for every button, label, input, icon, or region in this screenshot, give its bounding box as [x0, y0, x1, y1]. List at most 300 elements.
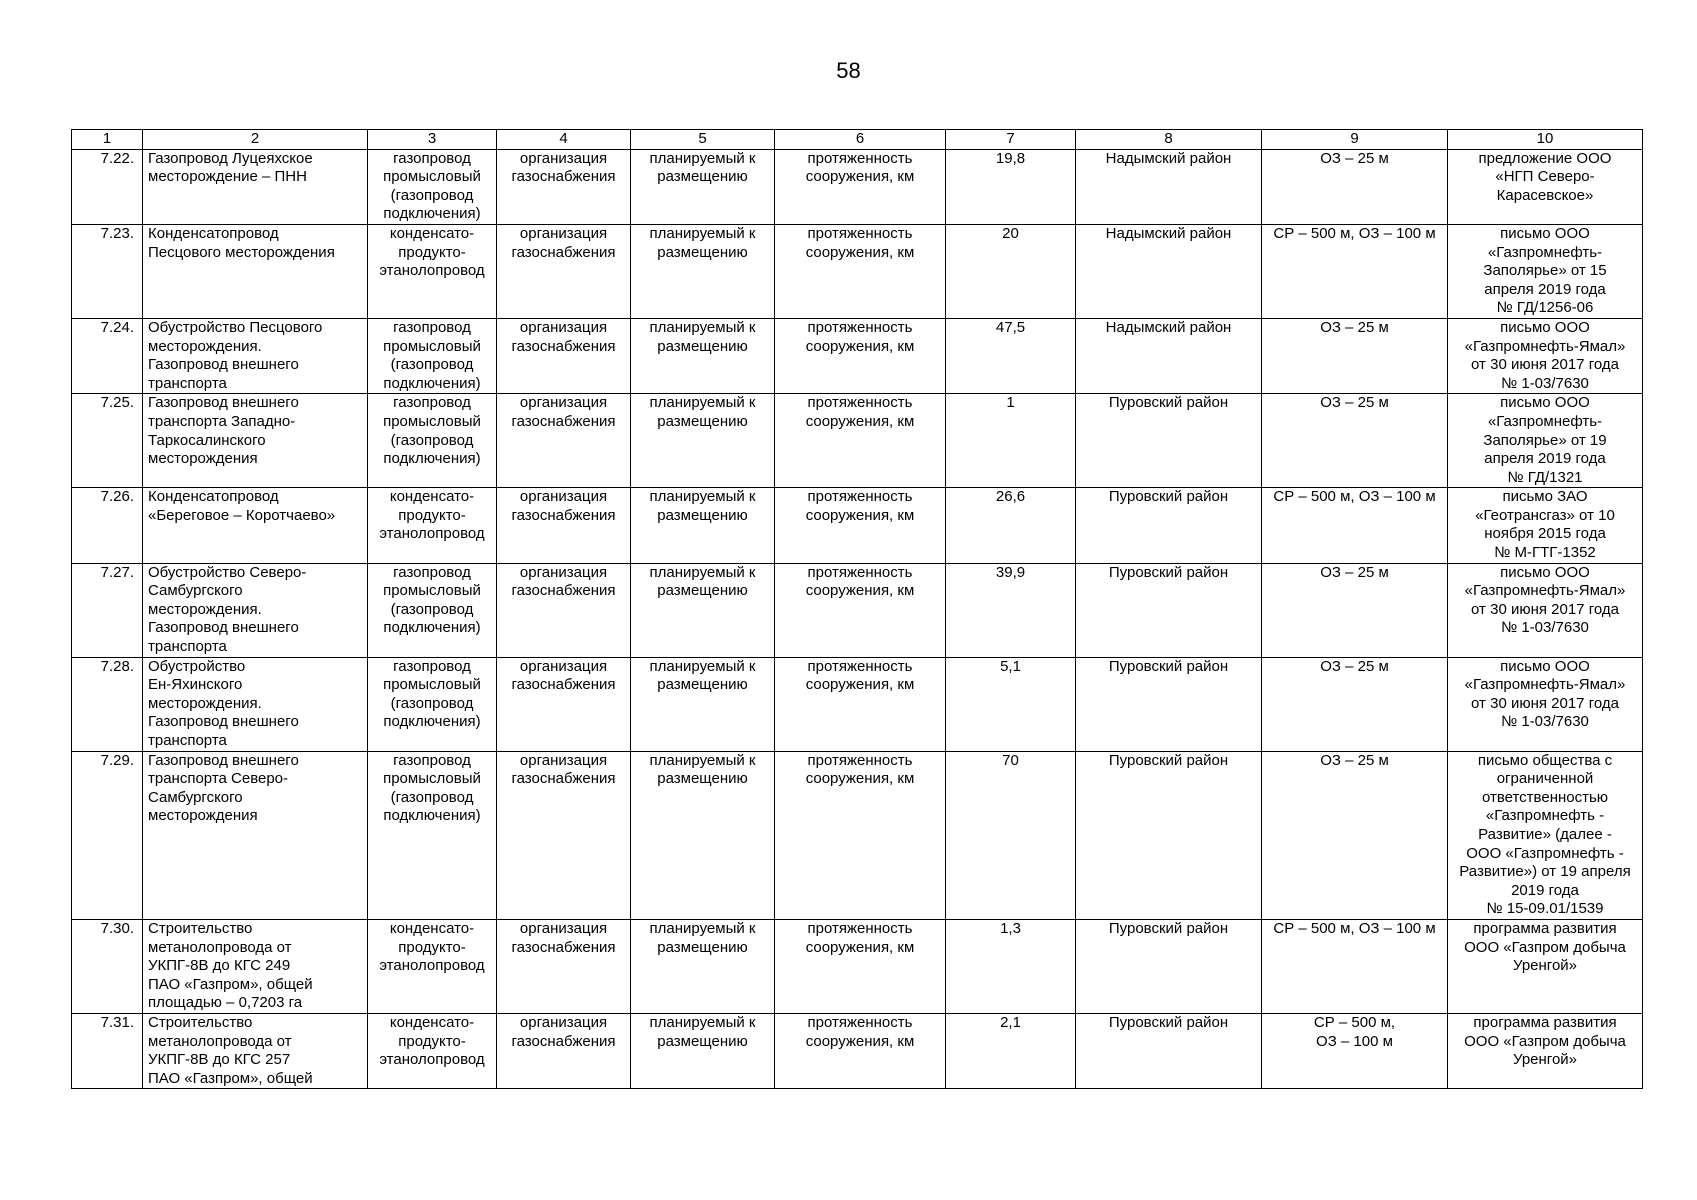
header-cell-4: 4	[497, 130, 631, 150]
cell-name	[143, 318, 368, 393]
cell-line: метанолопровода от	[148, 938, 292, 956]
header-cell-8: 8	[1076, 130, 1262, 150]
cell-line: месторождения.	[148, 600, 262, 618]
cell-type	[368, 657, 497, 751]
header-cell-3: 3	[368, 130, 497, 150]
cell-line: СР – 500 м, ОЗ – 100 м	[1273, 488, 1436, 506]
table-row	[72, 224, 1643, 318]
cell-line: Ен-Яхинского	[148, 676, 243, 694]
cell-param	[775, 394, 946, 488]
cell-line: Надымский район	[1105, 224, 1232, 242]
cell-line: организация	[519, 919, 608, 937]
cell-line: Газопровод Луцеяхское	[148, 149, 313, 167]
cell-line: этанолопровод	[379, 262, 485, 280]
cell-line: Развитие» (далее -	[1478, 825, 1612, 843]
cell-line: апреля 2019 года	[1484, 280, 1606, 298]
cell-district	[1076, 919, 1262, 1013]
cell-num: 7.25.	[72, 394, 143, 488]
cell-source	[1448, 919, 1643, 1013]
header-cell-9: 9	[1262, 130, 1448, 150]
cell-line: ноября 2015 года	[1484, 525, 1606, 543]
cell-num: 7.28.	[72, 657, 143, 751]
cell-purpose	[497, 751, 631, 919]
cell-line: газоснабжения	[511, 1032, 616, 1050]
cell-line: месторождения	[148, 450, 258, 468]
table-row	[72, 657, 1643, 751]
cell-line: месторождения	[148, 807, 258, 825]
cell-line: месторождения.	[148, 337, 262, 355]
cell-line: Пуровский район	[1108, 563, 1229, 581]
cell-line: газоснабжения	[511, 243, 616, 261]
cell-num: 7.24.	[72, 318, 143, 393]
cell-line: СР – 500 м, ОЗ – 100 м	[1273, 224, 1436, 242]
cell-num: 7.26.	[72, 488, 143, 563]
cell-purpose	[497, 563, 631, 657]
cell-line: «Береговое – Коротчаево»	[148, 506, 336, 524]
cell-purpose	[497, 919, 631, 1013]
cell-line: 47,5	[995, 318, 1026, 336]
cell-line: промысловый	[383, 168, 481, 186]
cell-source	[1448, 751, 1643, 919]
cell-type	[368, 224, 497, 318]
cell-line: Обустройство Северо-	[148, 563, 307, 581]
header-cell-6: 6	[775, 130, 946, 150]
cell-line: Пуровский район	[1108, 394, 1229, 412]
cell-line: организация	[519, 563, 608, 581]
cell-purpose	[497, 488, 631, 563]
cell-line: планируемый к	[649, 488, 756, 506]
cell-line: подключения)	[383, 450, 481, 468]
cell-line: газоснабжения	[511, 938, 616, 956]
cell-purpose	[497, 394, 631, 488]
cell-line: 70	[1002, 751, 1019, 769]
cell-district	[1076, 224, 1262, 318]
cell-line: «НГП Северо-	[1495, 168, 1595, 186]
cell-line: Заполярье» от 19	[1483, 431, 1607, 449]
cell-line: месторождения.	[148, 694, 262, 712]
cell-line: размещению	[657, 676, 748, 694]
cell-line: «Газпромнефть-Ямал»	[1464, 337, 1626, 355]
cell-line: сооружения, км	[805, 168, 915, 186]
cell-line: ОЗ – 25 м	[1320, 149, 1389, 167]
cell-line: Таркосалинского	[148, 431, 266, 449]
cell-value	[946, 919, 1076, 1013]
cell-line: сооружения, км	[805, 412, 915, 430]
cell-line: протяженность	[807, 224, 913, 242]
cell-line: Конденсатопровод	[148, 224, 279, 242]
cell-param	[775, 224, 946, 318]
cell-line: Газопровод внешнего	[148, 751, 299, 769]
cell-line: подключения)	[383, 619, 481, 637]
cell-line: ООО «Газпром добыча	[1464, 938, 1626, 956]
cell-name	[143, 149, 368, 224]
cell-line: протяженность	[807, 394, 913, 412]
objects-table	[71, 129, 1643, 1089]
cell-line: сооружения, км	[805, 582, 915, 600]
cell-line: СР – 500 м, ОЗ – 100 м	[1273, 919, 1436, 937]
cell-source	[1448, 318, 1643, 393]
cell-line: ОЗ – 25 м	[1320, 657, 1389, 675]
cell-line: от 30 июня 2017 года	[1471, 356, 1619, 374]
cell-zone	[1262, 149, 1448, 224]
cell-line: планируемый к	[649, 149, 756, 167]
cell-line: Пуровский район	[1108, 488, 1229, 506]
cell-line: конденсато-	[389, 919, 475, 937]
cell-line: письмо ЗАО	[1502, 488, 1588, 506]
header-cell-5: 5	[631, 130, 775, 150]
cell-line: (газопровод	[390, 186, 474, 204]
cell-line: организация	[519, 657, 608, 675]
cell-zone	[1262, 657, 1448, 751]
cell-line: этанолопровод	[379, 957, 485, 975]
cell-line: Строительство	[148, 919, 253, 937]
cell-status	[631, 149, 775, 224]
cell-line: «Газпромнефть-	[1487, 412, 1603, 430]
cell-line: № ГД/1321	[1507, 468, 1583, 486]
cell-line: письмо общества с	[1477, 751, 1613, 769]
cell-param	[775, 657, 946, 751]
cell-source	[1448, 657, 1643, 751]
cell-line: газоснабжения	[511, 770, 616, 788]
cell-param	[775, 751, 946, 919]
table-body	[72, 130, 1643, 1089]
cell-line: «Геотрансгаз» от 10	[1475, 506, 1615, 524]
cell-param	[775, 1013, 946, 1088]
cell-line: метанолопровода от	[148, 1032, 292, 1050]
cell-line: № 1-03/7630	[1501, 374, 1589, 392]
cell-line: СР – 500 м,	[1313, 1013, 1396, 1031]
cell-line: планируемый к	[649, 394, 756, 412]
cell-district	[1076, 394, 1262, 488]
cell-district	[1076, 751, 1262, 919]
cell-line: № 15-09.01/1539	[1486, 900, 1604, 918]
cell-line: Газопровод внешнего	[148, 713, 299, 731]
cell-line: 1,3	[1000, 919, 1021, 937]
cell-line: (газопровод	[390, 356, 474, 374]
cell-param	[775, 318, 946, 393]
cell-value	[946, 1013, 1076, 1088]
cell-line: промысловый	[383, 337, 481, 355]
cell-line: протяженность	[807, 563, 913, 581]
cell-line: сооружения, км	[805, 337, 915, 355]
cell-line: протяженность	[807, 488, 913, 506]
cell-district	[1076, 563, 1262, 657]
cell-district	[1076, 657, 1262, 751]
cell-line: газоснабжения	[511, 337, 616, 355]
cell-line: газопровод	[393, 751, 471, 769]
cell-status	[631, 919, 775, 1013]
cell-line: газопровод	[393, 394, 471, 412]
cell-line: месторождение – ПНН	[148, 168, 307, 186]
cell-line: 26,6	[995, 488, 1026, 506]
cell-line: Самбургского	[148, 582, 243, 600]
cell-line: организация	[519, 149, 608, 167]
cell-source	[1448, 1013, 1643, 1088]
cell-line: Строительство	[148, 1013, 253, 1031]
cell-line: организация	[519, 318, 608, 336]
cell-line: сооружения, км	[805, 1032, 915, 1050]
cell-line: Конденсатопровод	[148, 488, 279, 506]
cell-line: 39,9	[995, 563, 1026, 581]
cell-district	[1076, 318, 1262, 393]
cell-value	[946, 149, 1076, 224]
cell-name	[143, 563, 368, 657]
cell-line: УКПГ-8В до КГС 249	[148, 957, 291, 975]
cell-status	[631, 563, 775, 657]
cell-line: ОЗ – 25 м	[1320, 563, 1389, 581]
cell-line: организация	[519, 1013, 608, 1031]
cell-district	[1076, 149, 1262, 224]
cell-line: промысловый	[383, 770, 481, 788]
cell-line: площадью – 0,7203 га	[148, 994, 303, 1012]
cell-param	[775, 919, 946, 1013]
cell-zone	[1262, 488, 1448, 563]
cell-line: сооружения, км	[805, 676, 915, 694]
cell-line: письмо ООО	[1500, 657, 1590, 675]
cell-line: ОЗ – 25 м	[1320, 394, 1389, 412]
cell-line: (газопровод	[390, 431, 474, 449]
cell-line: транспорта Северо-	[148, 770, 289, 788]
cell-type	[368, 1013, 497, 1088]
cell-name	[143, 224, 368, 318]
cell-line: сооружения, км	[805, 243, 915, 261]
cell-zone	[1262, 751, 1448, 919]
cell-line: письмо ООО	[1500, 563, 1590, 581]
cell-line: письмо ООО	[1500, 224, 1590, 242]
cell-line: от 30 июня 2017 года	[1471, 694, 1619, 712]
cell-num: 7.27.	[72, 563, 143, 657]
cell-line: «Газпромнефть-Ямал»	[1464, 676, 1626, 694]
cell-line: конденсато-	[389, 224, 475, 242]
cell-line: организация	[519, 751, 608, 769]
cell-line: промысловый	[383, 676, 481, 694]
cell-line: подключения)	[383, 374, 481, 392]
cell-district	[1076, 1013, 1262, 1088]
cell-line: газопровод	[393, 563, 471, 581]
cell-line: от 30 июня 2017 года	[1471, 600, 1619, 618]
cell-name	[143, 488, 368, 563]
cell-line: (газопровод	[390, 694, 474, 712]
cell-line: газопровод	[393, 657, 471, 675]
cell-line: Заполярье» от 15	[1483, 262, 1607, 280]
cell-line: газоснабжения	[511, 506, 616, 524]
cell-name	[143, 1013, 368, 1088]
cell-line: продукто-	[398, 243, 466, 261]
cell-value	[946, 751, 1076, 919]
cell-line: конденсато-	[389, 1013, 475, 1031]
cell-zone	[1262, 394, 1448, 488]
cell-status	[631, 224, 775, 318]
cell-line: УКПГ-8В до КГС 257	[148, 1051, 291, 1069]
table-row	[72, 563, 1643, 657]
cell-line: Газопровод внешнего	[148, 394, 299, 412]
cell-line: (газопровод	[390, 788, 474, 806]
cell-line: планируемый к	[649, 563, 756, 581]
cell-line: ОЗ – 25 м	[1320, 751, 1389, 769]
cell-purpose	[497, 1013, 631, 1088]
cell-line: организация	[519, 394, 608, 412]
cell-line: «Газпромнефть -	[1485, 807, 1605, 825]
cell-line: протяженность	[807, 318, 913, 336]
cell-line: газопровод	[393, 149, 471, 167]
header-cell-7: 7	[946, 130, 1076, 150]
cell-value	[946, 318, 1076, 393]
cell-line: размещению	[657, 168, 748, 186]
cell-line: продукто-	[398, 506, 466, 524]
cell-purpose	[497, 149, 631, 224]
cell-line: протяженность	[807, 149, 913, 167]
cell-status	[631, 751, 775, 919]
table-header-row	[72, 130, 1643, 150]
cell-line: № 1-03/7630	[1501, 713, 1589, 731]
cell-line: сооружения, км	[805, 506, 915, 524]
cell-line: этанолопровод	[379, 525, 485, 543]
cell-district	[1076, 488, 1262, 563]
cell-line: Пуровский район	[1108, 919, 1229, 937]
cell-source	[1448, 488, 1643, 563]
cell-line: размещению	[657, 243, 748, 261]
cell-param	[775, 149, 946, 224]
cell-line: размещению	[657, 412, 748, 430]
page-number: 58	[836, 58, 861, 83]
cell-source	[1448, 394, 1643, 488]
cell-line: размещению	[657, 337, 748, 355]
table-row	[72, 149, 1643, 224]
cell-value	[946, 394, 1076, 488]
cell-line: ПАО «Газпром», общей	[148, 975, 313, 993]
table-row	[72, 1013, 1643, 1088]
cell-line: Пуровский район	[1108, 1013, 1229, 1031]
cell-line: сооружения, км	[805, 938, 915, 956]
cell-type	[368, 488, 497, 563]
cell-purpose	[497, 657, 631, 751]
cell-type	[368, 751, 497, 919]
cell-line: ОЗ – 100 м	[1316, 1032, 1393, 1050]
cell-type	[368, 919, 497, 1013]
cell-line: № ГД/1256-06	[1496, 299, 1594, 317]
cell-line: промысловый	[383, 582, 481, 600]
cell-type	[368, 149, 497, 224]
cell-line: продукто-	[398, 938, 466, 956]
cell-value	[946, 563, 1076, 657]
cell-line: организация	[519, 224, 608, 242]
cell-line: организация	[519, 488, 608, 506]
cell-line: этанолопровод	[379, 1051, 485, 1069]
cell-status	[631, 657, 775, 751]
cell-line: планируемый к	[649, 224, 756, 242]
cell-line: ООО «Газпромнефть -	[1466, 844, 1624, 862]
cell-line: (газопровод	[390, 600, 474, 618]
cell-line: протяженность	[807, 751, 913, 769]
cell-purpose	[497, 224, 631, 318]
cell-value	[946, 224, 1076, 318]
cell-source	[1448, 149, 1643, 224]
cell-line: Газопровод внешнего	[148, 619, 299, 637]
cell-line: газоснабжения	[511, 412, 616, 430]
cell-line: Пуровский район	[1108, 657, 1229, 675]
cell-status	[631, 488, 775, 563]
cell-line: размещению	[657, 1032, 748, 1050]
cell-line: апреля 2019 года	[1484, 450, 1606, 468]
cell-line: подключения)	[383, 713, 481, 731]
cell-status	[631, 1013, 775, 1088]
cell-line: Обустройство Песцового	[148, 318, 323, 336]
cell-line: сооружения, км	[805, 770, 915, 788]
cell-line: газопровод	[393, 318, 471, 336]
cell-line: 20	[1002, 224, 1019, 242]
table-row	[72, 318, 1643, 393]
cell-line: предложение ООО	[1478, 149, 1612, 167]
cell-zone	[1262, 224, 1448, 318]
cell-line: газоснабжения	[511, 168, 616, 186]
cell-type	[368, 563, 497, 657]
cell-line: продукто-	[398, 1032, 466, 1050]
cell-line: программа развития	[1473, 1013, 1617, 1031]
cell-name	[143, 751, 368, 919]
cell-source	[1448, 224, 1643, 318]
cell-line: планируемый к	[649, 318, 756, 336]
cell-line: Карасевское»	[1496, 186, 1594, 204]
cell-line: планируемый к	[649, 1013, 756, 1031]
cell-line: № 1-03/7630	[1501, 619, 1589, 637]
cell-line: размещению	[657, 938, 748, 956]
cell-line: размещению	[657, 506, 748, 524]
table-row	[72, 919, 1643, 1013]
cell-line: № М-ГТГ-1352	[1494, 544, 1596, 562]
cell-line: Пуровский район	[1108, 751, 1229, 769]
cell-param	[775, 488, 946, 563]
cell-name	[143, 657, 368, 751]
cell-line: «Газпромнефть-	[1487, 243, 1603, 261]
cell-type	[368, 394, 497, 488]
cell-line: конденсато-	[389, 488, 475, 506]
cell-line: письмо ООО	[1500, 318, 1590, 336]
cell-line: 5,1	[1000, 657, 1021, 675]
cell-line: Самбургского	[148, 788, 243, 806]
cell-line: Развитие») от 19 апреля	[1459, 863, 1631, 881]
cell-line: транспорта	[148, 374, 227, 392]
cell-type	[368, 318, 497, 393]
cell-line: транспорта	[148, 732, 227, 749]
cell-zone	[1262, 563, 1448, 657]
cell-num: 7.31.	[72, 1013, 143, 1088]
cell-line: 2,1	[1000, 1013, 1021, 1031]
table-row	[72, 394, 1643, 488]
header-cell-2: 2	[143, 130, 368, 150]
cell-line: 1	[1006, 394, 1015, 412]
cell-name	[143, 919, 368, 1013]
cell-name	[143, 394, 368, 488]
cell-line: программа развития	[1473, 919, 1617, 937]
cell-param	[775, 563, 946, 657]
cell-line: ответственностью	[1481, 788, 1609, 806]
cell-status	[631, 318, 775, 393]
table-row	[72, 488, 1643, 563]
cell-num: 7.23.	[72, 224, 143, 318]
cell-line: Песцового месторождения	[148, 243, 335, 261]
header-cell-10: 10	[1448, 130, 1643, 150]
cell-line: протяженность	[807, 919, 913, 937]
cell-line: Надымский район	[1105, 149, 1232, 167]
header-cell-1: 1	[72, 130, 143, 150]
cell-line: размещению	[657, 770, 748, 788]
cell-line: Надымский район	[1105, 318, 1232, 336]
cell-line: размещению	[657, 582, 748, 600]
cell-line: подключения)	[383, 205, 481, 223]
cell-line: промысловый	[383, 412, 481, 430]
cell-zone	[1262, 1013, 1448, 1088]
cell-line: планируемый к	[649, 751, 756, 769]
